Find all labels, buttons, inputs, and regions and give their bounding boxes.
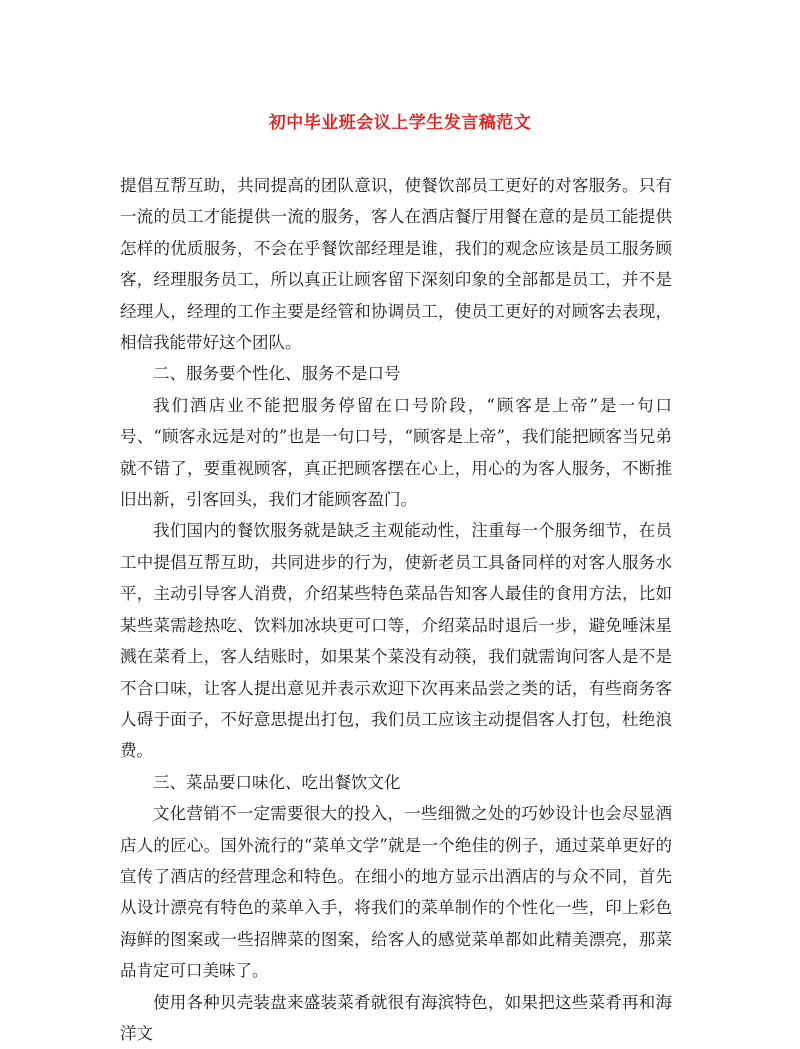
paragraph: 我们酒店业不能把服务停留在口号阶段，“顾客是上帝”是一句口号、“顾客永远是对的”也是一句口号，“顾客是上帝”，我们能把顾客当兄弟就不错了，要重视顾客，真正把顾客摆在心上，用心的为客人服务，不断推旧出新，引客回头，我们才能顾客盈门。 (120, 395, 672, 510)
paragraph-truncated: 使用各种贝壳装盘来盛装菜肴就很有海滨特色，如果把这些菜肴再和海洋文 (120, 992, 672, 1043)
document-title: 初中毕业班会议上学生发言稿范文 (268, 113, 532, 133)
paragraph-continuation: 提倡互帮互助，共同提高的团队意识，使餐饮部员工更好的对客服务。只有一流的员工才能提供一流的服务，客人在酒店餐厅用餐在意的是员工能提供怎样的优质服务，不会在乎餐饮部经理是谁，我们的观念应该是员工服务顾客，经理服务员工，所以真正让顾客留下深刻印象的全部都是员工，并不是经理人，经理的工作主要是经管和协调员工，使员工更好的对顾客去表现，相信我能带好这个团队。 (120, 176, 672, 353)
paragraph: 文化营销不一定需要很大的投入，一些细微之处的巧妙设计也会尽显酒店人的匠心。国外流行的“菜单文学”就是一个绝佳的例子，通过菜单更好的宣传了酒店的经营理念和特色。在细小的地方显示出酒店的与众不同，首先从设计漂亮有特色的菜单入手，将我们的菜单制作的个性化一些，印上彩色海鲜的图案或一些招牌菜的图案，给客人的感觉菜单都如此精美漂亮，那菜品肯定可口美味了。 (120, 804, 672, 981)
section-heading-2: 二、服务要个性化、服务不是口号 (153, 364, 401, 384)
document-body (120, 170, 672, 1049)
section-heading-3: 三、菜品要口味化、吃出餐饮文化 (153, 772, 401, 792)
paragraph: 我们国内的餐饮服务就是缺乏主观能动性，注重每一个服务细节，在员工中提倡互帮互助，共同进步的行为，使新老员工具备同样的对客人服务水平，主动引导客人消费，介绍某些特色菜品告知客人最佳的食用方法，比如某些菜需趁热吃、饮料加冰块更可口等，介绍菜品时退后一步，避免唾沫星溅在菜肴上，客人结账时，如果某个菜没有动筷，我们就需询问客人是不是不合口味，让客人提出意见并表示欢迎下次再来品尝之类的话，有些商务客人碍于面子，不好意思提出打包，我们员工应该主动提倡客人打包，杜绝浪费。 (120, 521, 672, 761)
